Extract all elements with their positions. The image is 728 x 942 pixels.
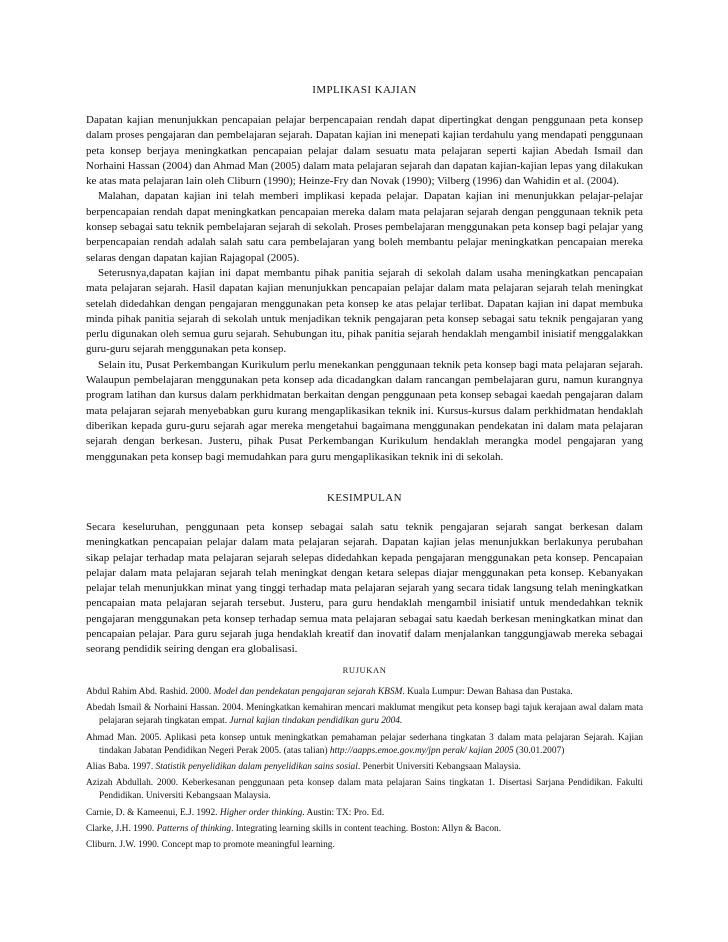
reference-item: Clarke, J.H. 1990. Patterns of thinking. Integrating learning skills in content teaching. Boston: Allyn & Bacon. [86,823,502,834]
reference-list [86,686,643,855]
section-title-implikasi: IMPLIKASI KAJIAN [312,84,417,96]
reference-item: Carnie, D. & Kameenui, E.J. 1992. Higher order thinking. Austin: TX: Pro. Ed. [86,807,385,818]
implikasi-paragraph-1: Dapatan kajian menunjukkan pencapaian pelajar berpencapaian rendah dapat dipertingkat dengan penggunaan peta konsep dalam proses pengajaran dan pembelajaran sejarah. Dapatan kajian ini menepati kajian terdahulu yang mendapati penggunaan peta konsep berjaya meningkatkan pencapaian pelajar dalam sesuatu mata pelajaran seperti kajian Abedah Ismail dan Norhaini Hassan (2004) dan Ahmad Man (2005) dalam mata pelajaran sejarah dan dapatan kajian-kajian lepas yang dilakukan ke atas mata pelajaran lain oleh Cliburn (1990); Heinze-Fry dan Novak (1990); Vilberg (1996) dan Wahidin et al. (2004). [86,114,643,188]
section-title-rujukan: RUJUKAN [342,665,387,675]
reference-item: Abdul Rahim Abd. Rashid. 2000. Model dan pendekatan pengajaran sejarah KBSM. Kuala Lumpur: Dewan Bahasa dan Pustaka. [86,687,573,697]
implikasi-paragraph-2: Malahan, dapatan kajian ini telah memberi implikasi kepada pelajar. Dapatan kajian ini menunjukkan pelajar-pelajar berpencapaian rendah dapat meningkatkan pencapaian mereka dalam mata pelajaran sejarah dengan penggunaan teknik peta konsep sebagai satu teknik pembelajaran sejarah di sekolah. Proses pembelajaran menggunakan peta konsep bagi pelajar yang berpencapaian rendah adalah salah satu cara pembelajaran yang boleh membantu pelajar meningkatkan pencapaian mereka selaras dengan dapatan kajian Rajagopal (2005). [86,190,643,264]
reference-item: Azizah Abdullah. 2000. Keberkesanan penggunaan peta konsep dalam mata pelajaran Sains tingkatan 1. Disertasi Sarjana Pendidikan. Fakulti Pendidikan. Universiti Kebangsaan Malaysia. [86,778,643,802]
implikasi-paragraph-3: Seterusnya,dapatan kajian ini dapat membantu pihak panitia sejarah di sekolah dalam usaha meningkatkan pencapaian mata pelajaran sejarah. Hasil dapatan kajian menunjukkan pencapaian pelajar dalam mata pelajaran sejarah telah meningkat setelah didedahkan dengan pengajaran menggunakan peta konsep ke atas pelajar terlibat. Dapatan kajian ini dapat membuka minda pihak panitia sejarah di sekolah untuk menjadikan teknik pengajaran peta konsep sebagai satu teknik pengajaran yang perlu digunakan oleh semua guru sejarah. Sehubungan itu, pihak panitia sejarah hendaklah mengambil inisiatif menggalakkan guru-guru sejarah menggunakan peta konsep. [86,266,643,356]
reference-item: Ahmad Man. 2005. Aplikasi peta konsep untuk meningkatkan pemahaman pelajar sederhana tingkatan 3 dalam mata pelajaran Sejarah. Kajian tindakan Jabatan Pendidikan Negeri Perak 2005. (atas talian) http://aapps.emoe.gov.my/jpn perak/ kajian 2005 (30.01.2007) [86,732,643,756]
kesimpulan-paragraph: Secara keseluruhan, penggunaan peta konsep sebagai salah satu teknik pengajaran sejarah sangat berkesan dalam meningkatkan pencapaian pelajar dalam mata pelajaran sejarah. Dapatan kajian jelas menunjukkan berlakunya perubahan sikap pelajar terhadap mata pelajaran sejarah selepas didedahkan kepada pengajaran menggunakan peta konsep. Pencapaian pelajar dalam mata pelajaran sejarah telah meningkat dengan ketara selepas diajar menggunakan peta konsep. Kebanyakan pelajar telah menunjukkan minat yang tinggi terhadap mata pelajaran sejarah yang secara tidak langsung telah meningkatkan pencapaian mata pelajaran sejarah tersebut. Justeru, para guru hendaklah mengambil inisiatif untuk mendedahkan teknik pengajaran menggunakan peta konsep terhadap semua mata pelajaran sebagai satu kaedah berkesan meningkatkan minat dan pencapaian pelajar. Para guru sejarah juga hendaklah kreatif dan inovatif dalam menjalankan tanggungjawab mereka sebagai seorang pendidik seiring dengan era globalisasi. [86,521,643,656]
reference-item: Abedah Ismail & Norhaini Hassan. 2004. Meningkatkan kemahiran mencari maklumat mengikut peta konsep bagi tajuk kerajaan awal dalam mata pelajaran sejarah tingkatan empat. Jurnal kajian tindakan pendidikan guru 2004. [86,703,643,727]
implikasi-paragraph-4: Selain itu, Pusat Perkembangan Kurikulum perlu menekankan penggunaan teknik peta konsep bagi mata pelajaran sejarah. Walaupun pembelajaran menggunakan peta konsep ada dicadangkan dalam rancangan pembelajaran guru, namun kurangnya program latihan dan kursus dalam perkhidmatan berkaitan dengan penggunaan peta konsep sebagai kaedah pengajaran dalam mata pelajaran sejarah menyebabkan guru kurang mengaplikasikan teknik ini. Kursus-kursus dalam perkhidmatan hendaklah diberikan kepada guru-guru sejarah agar mereka mengetahui bagaimana menggunakan pendekatan ini dalam mata pelajaran sejarah dengan berkesan. Justeru, pihak Pusat Perkembangan Kurikulum hendaklah merangka model pengajaran yang menggunakan peta konsep bagi memudahkan para guru mengaplikasikan teknik ini di sekolah. [86,358,643,463]
implikasi-body [86,113,643,465]
section-title-kesimpulan: KESIMPULAN [327,492,402,504]
reference-item: Cliburn. J.W. 1990. Concept map to promote meaningful learning. [86,840,335,851]
reference-item: Alias Baba. 1997. Statistik penyelidikan dalam penyelidikan sains sosial. Penerbit Universiti Kebangsaan Malaysia. [86,762,521,773]
